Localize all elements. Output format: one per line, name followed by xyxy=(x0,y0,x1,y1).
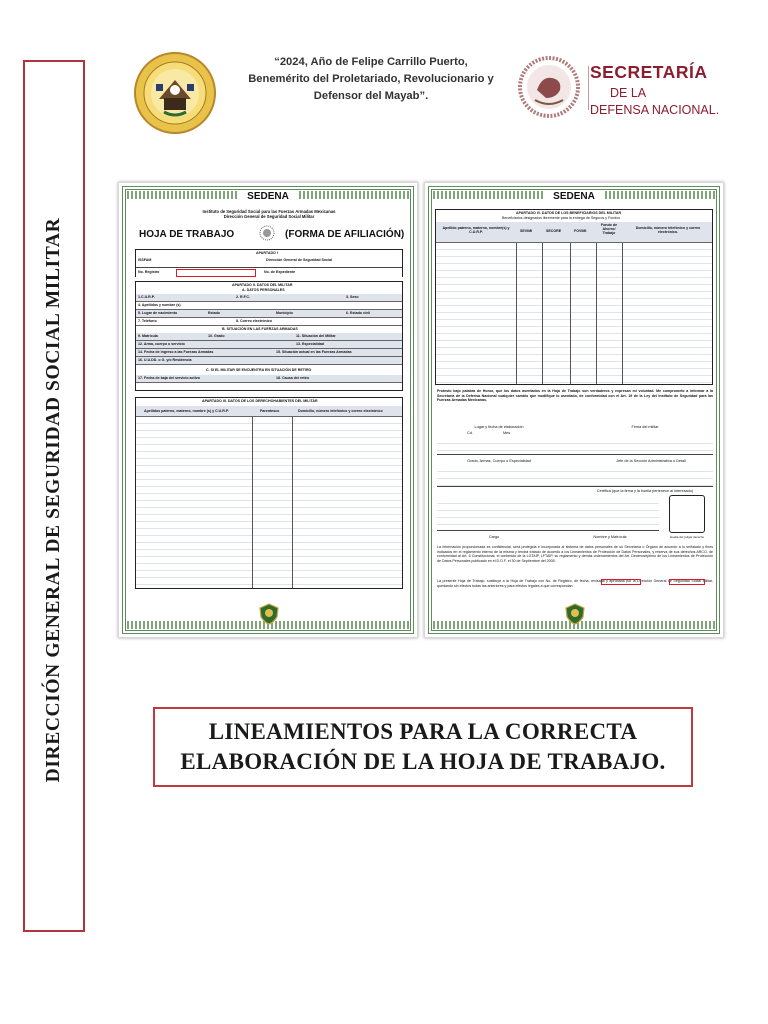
f5-label: 5. Lugar de nacimiento xyxy=(138,311,178,315)
apartado-2 xyxy=(135,281,403,391)
derechohabientes-table[interactable] xyxy=(136,417,402,588)
sedena-seal-logo xyxy=(134,52,216,134)
f2-label: 2. R.F.C. xyxy=(236,295,250,299)
form-title: HOJA DE TRABAJO xyxy=(139,229,235,240)
issfam-seal-icon xyxy=(565,603,585,625)
cd-label: Cd. xyxy=(467,431,473,435)
jefe-label: Jefe de la Sección Administrativa o Detall xyxy=(616,459,686,463)
f4-label: 4. Apellidos y nombre (s) xyxy=(138,303,181,307)
municipio-label: Municipio xyxy=(276,311,293,315)
no-expediente-label: No. de Expediente xyxy=(264,270,296,274)
estado-label: Estado xyxy=(208,311,220,315)
apartado-4-subtitle: Beneficiarios designados libremente para la entrega de Seguros y Fondos xyxy=(502,216,621,220)
datos-personales-title: A. DATOS PERSONALES xyxy=(242,288,285,292)
institute-line-2: Dirección General de Seguridad Social Militar xyxy=(223,214,315,219)
f1-label: 1.C.U.R.P. xyxy=(138,295,155,299)
col-divider xyxy=(542,243,543,384)
huella-label: Huella del pulgar derecho xyxy=(669,535,705,539)
f14-label: 14. Fecha de ingreso a las Fuerzas Armadas xyxy=(138,350,214,354)
f11-label: 11. Situación del Militar xyxy=(296,334,336,338)
beneficiarios-header xyxy=(436,222,712,243)
document-title-box xyxy=(153,707,693,787)
apartado-1 xyxy=(135,249,403,277)
lugar-label: Lugar y fecha de elaboración xyxy=(474,425,524,429)
f16-label: 16. U.U.DD. o G. y/o Residencia xyxy=(138,358,192,362)
sidebar-title: DIRECCIÓN GENERAL DE SEGURIDAD SOCIAL MILITAR xyxy=(43,217,64,783)
retiro-row xyxy=(136,375,402,383)
registro-field[interactable] xyxy=(601,579,641,585)
certifica-label: Certifica (que la firma y la huella pertenece al interesado) xyxy=(596,489,694,493)
col-domicilio-header: Domicilio, número telefónico y correo electrónico. xyxy=(635,226,701,234)
no-registro-label: No. Registro xyxy=(138,270,160,274)
logo-divider xyxy=(588,66,589,110)
col-nombre-header: Apellidos paterno, materno, nombre (s) y C.U.R.P. xyxy=(144,409,229,413)
situacion-title: B. SITUACIÓN EN LAS FUERZAS ARMADAS xyxy=(222,327,298,331)
title-line-2: ELABORACIÓN DE LA HOJA DE TRABAJO. xyxy=(180,749,666,774)
apartado-4-title: APARTADO IV. DATOS DE LOS BENEFICIARIOS DEL MILITAR xyxy=(516,211,622,215)
issfam-seal-icon xyxy=(259,603,279,625)
apartado-3-title: APARTADO III. DATOS DE LOS DERECHOHABIENTES DEL MILITAR xyxy=(202,399,318,403)
dgssm-label: Dirección General de Seguridad Social xyxy=(266,258,333,262)
issfam-label: ISSFAM xyxy=(138,258,152,262)
sedena-label: SEDENA xyxy=(543,191,605,202)
col-fondo-header: Fondo de Ahorro/ Trabajo xyxy=(600,223,618,235)
arma-row xyxy=(136,341,402,349)
curp-row xyxy=(136,294,402,302)
col-divider xyxy=(596,243,597,384)
f9-label: 9. Matrícula xyxy=(138,334,158,338)
apartado-2-title: APARTADO II. DATOS DEL MILITAR xyxy=(232,283,293,287)
nombre-matricula-label: Nombre y Matrícula xyxy=(593,535,627,539)
secretaria-line-3: DEFENSA NACIONAL. xyxy=(590,103,720,117)
institute-line-1: Instituto de Seguridad Social para las Fuerzas Armadas Mexicanas xyxy=(202,209,336,214)
huella-box[interactable] xyxy=(669,495,705,533)
privacidad-text: La información proporcionada es confidencial, será protegida e incorporada al sistema de datos personales de su Secretaría o Órgano de acuerdo a lo señalado y fines indicados en el reglamento interno de la misma y tendrá tratado de acuerdo a los Lineamientos de Protección de Datos Personales, y reserva de sus derechos ARCO, de conformidad al Art. 6 Constitucional, el contenido de la LGTAIP, LFTAIP, su reglamento y demás ordenamientos del Art. Decimoséptimo de los Lineamientos de Protección de Datos Personales publicado en el D.O.F. el 30 de Septiembre del 2005. xyxy=(437,545,713,563)
apartado-3-header xyxy=(136,406,402,417)
col-divider xyxy=(292,417,293,588)
col-divider xyxy=(622,243,623,384)
mexico-coat-of-arms-icon xyxy=(518,56,580,118)
document-title xyxy=(180,717,665,777)
mes-label: Mes xyxy=(503,431,511,435)
cargo-label: Cargo xyxy=(488,535,500,539)
final-text: La presente Hoja de Trabajo, sustituye a la Hoja de Trabajo con No. de Registro, de fecha, revisada y aprobada por la Dirección General de Seguridad Social Militar, quedando sin efectos todas las anteriores y para efectos legales a que correspondan. xyxy=(437,579,713,588)
form-page-1 xyxy=(118,182,418,638)
f17-label: 17. Fecha de baja del servicio activo xyxy=(138,376,200,380)
apartado-4 xyxy=(435,209,713,385)
no-registro-field[interactable] xyxy=(176,269,256,277)
form-page-2 xyxy=(424,182,724,638)
f12-label: 12. Arma, cuerpo o servicio xyxy=(138,342,185,346)
nombre-row xyxy=(136,302,402,310)
col-secore-header: SECORE xyxy=(546,229,562,233)
residencia-row xyxy=(136,357,402,365)
apartado-3 xyxy=(135,397,403,589)
registro-row xyxy=(136,267,402,278)
retiro-title: C. SI EL MILITAR SE ENCUENTRA EN SITUACIÓN DE RETIRO xyxy=(206,368,312,372)
firma-fields[interactable] xyxy=(437,437,713,455)
col-sevimi-header: SEVIMI xyxy=(520,229,533,233)
f8-label: 8. Correo electrónico xyxy=(236,319,272,323)
f18-label: 18. Causa del retiro xyxy=(276,376,310,380)
motto-line-1: “2024, Año de Felipe Carrillo Puerto, xyxy=(274,56,468,68)
telefono-row xyxy=(136,318,402,326)
protesta-text: Protesto bajo palabra de Honor, que los datos asentados en la Hoja de Trabajo son verdaderos y expresan mi voluntad. Me comprometo a informar a la Secretaría de la Defensa Nacional cualquier cambio que modifique lo asentado, de conformidad con el Art. 19 de la Ley del Instituto de Seguridad para las Fuerzas Armadas Mexicanas. xyxy=(437,389,713,402)
ingreso-row xyxy=(136,349,402,357)
f13-label: 13. Especialidad xyxy=(296,342,324,346)
header-motto xyxy=(240,54,502,105)
matricula-row xyxy=(136,333,402,341)
firma-label: Firma del militar xyxy=(631,425,659,429)
secretaria-logo xyxy=(590,62,719,117)
col-divider xyxy=(516,243,517,384)
sedena-label: SEDENA xyxy=(237,191,299,202)
fecha-field[interactable] xyxy=(669,579,705,585)
col-apellido-header: Apellido paterno, materno, nombre(s) y C.U.R.P. xyxy=(442,226,510,234)
mexico-seal-icon xyxy=(259,225,275,241)
f6-label: 6. Estado civil xyxy=(346,311,370,315)
motto-line-2: Benemérito del Proletariado, Revolucionario y xyxy=(248,73,494,85)
institute-heading xyxy=(179,209,359,219)
nacimiento-row xyxy=(136,310,402,318)
beneficiarios-table[interactable] xyxy=(436,243,712,384)
apartado-1-title: APARTADO I xyxy=(256,251,278,255)
title-line-1: LINEAMIENTOS PARA LA CORRECTA xyxy=(208,719,638,744)
f15-label: 15. Situación actual en las Fuerzas Armadas xyxy=(276,350,352,354)
col-divider xyxy=(252,417,253,588)
certifica-fields[interactable] xyxy=(437,497,659,531)
form-subtitle: (FORMA DE AFILIACIÓN) xyxy=(285,229,405,240)
col-parentesco-header: Parentesco xyxy=(260,409,280,413)
f7-label: 7. Teléfono xyxy=(138,319,157,323)
f10-label: 10. Grado xyxy=(208,334,225,338)
secretaria-line-2: DE LA xyxy=(610,86,647,100)
col-domicilio-header: Domicilio, número telefónico y correo electrónico xyxy=(298,409,383,413)
grado-label: Grado, Armas, Cuerpo o Especialidad xyxy=(467,459,531,463)
motto-line-3: Defensor del Mayab”. xyxy=(313,90,429,102)
col-divider xyxy=(570,243,571,384)
f3-label: 3. Sexo xyxy=(346,295,359,299)
secretaria-line-1: SECRETARÍA xyxy=(590,62,708,82)
col-fovimi-header: FOVIMI xyxy=(574,229,587,233)
jefe-fields[interactable] xyxy=(437,465,713,487)
